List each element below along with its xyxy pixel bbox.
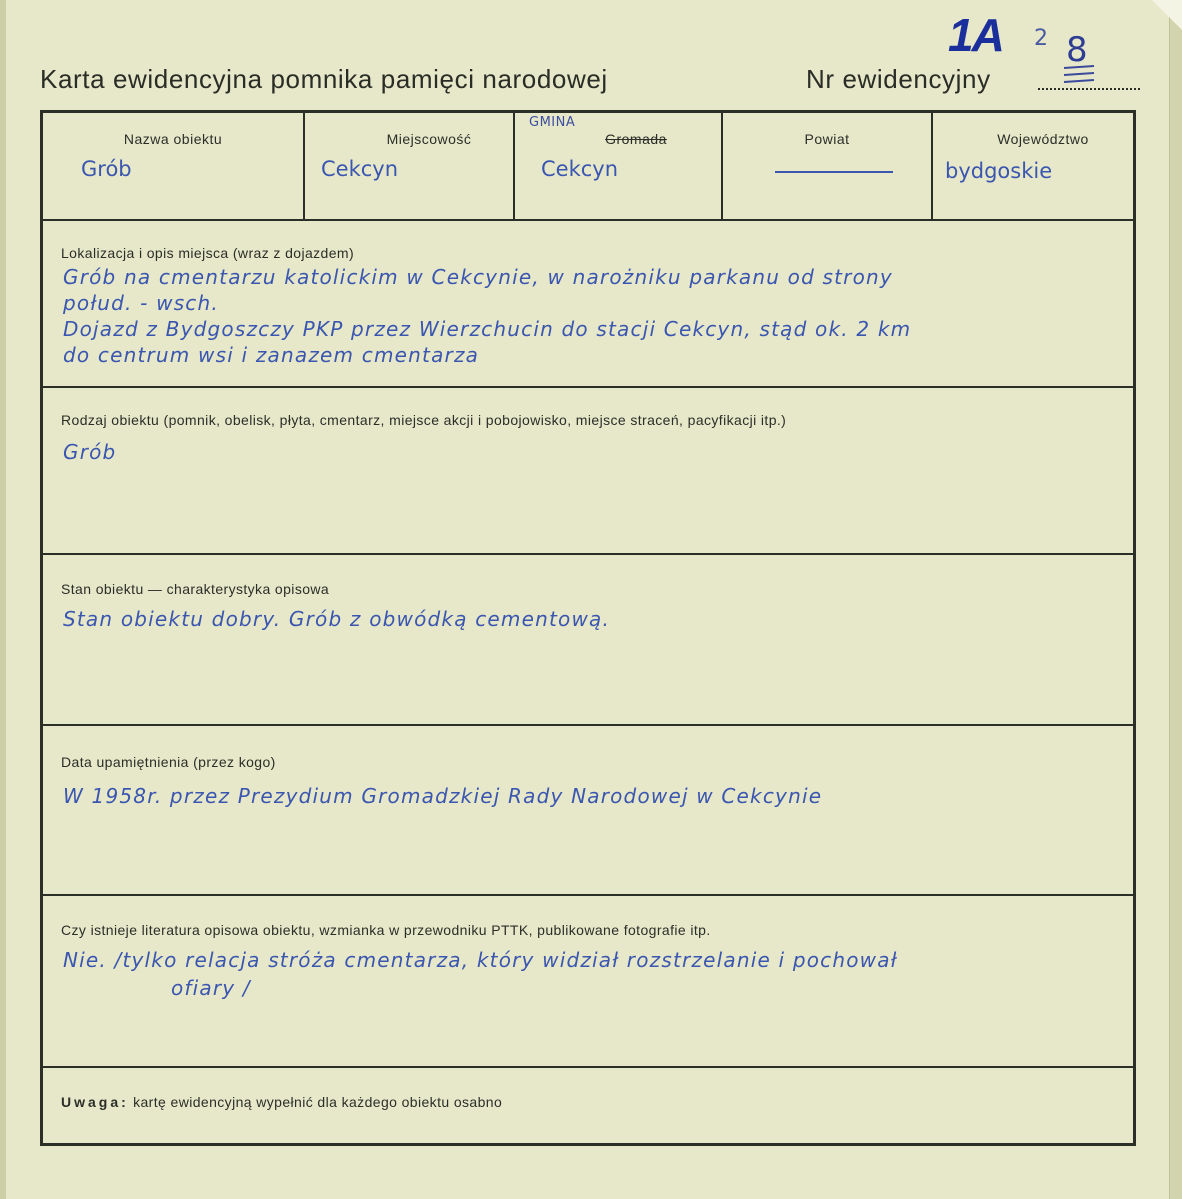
registry-number-line: [1038, 88, 1140, 90]
registry-number-handwritten-2: 8: [1066, 30, 1088, 70]
section-object-type: [43, 388, 1133, 555]
voivodeship-value: bydgoskie: [945, 159, 1053, 183]
location-line-1: Grób na cmentarzu katolickim w Cekcynie, w narożniku parkanu od strony: [63, 265, 893, 289]
literature-line-2: ofiary /: [171, 976, 251, 1000]
registry-number-handwritten: 2: [1034, 26, 1048, 51]
cell-commune: [515, 113, 723, 219]
commune-label: Gromada: [605, 131, 667, 147]
registration-form: [40, 110, 1136, 1146]
object-type-label: Rodzaj obiektu (pomnik, obelisk, płyta, cmentarz, miejsce akcji i pobojowisko, miejsce straceń, pacyfikacji itp.): [61, 412, 787, 428]
commune-added-label: GMINA: [529, 115, 576, 130]
object-name-value: Grób: [81, 157, 132, 181]
form-title: Karta ewidencyjna pomnika pamięci narodowej: [40, 64, 608, 94]
condition-label: Stan obiektu — charakterystyka opisowa: [61, 581, 330, 597]
voivodeship-label: Województwo: [997, 131, 1089, 147]
locality-label: Miejscowość: [386, 131, 472, 147]
cell-locality: [305, 113, 515, 219]
commemoration-date-label: Data upamiętnienia (przez kogo): [61, 754, 276, 770]
location-line-3: Dojazd z Bydgoszczy PKP przez Wierzchucin do stacji Cekcyn, stąd ok. 2 km: [63, 317, 912, 341]
locality-value: Cekcyn: [321, 157, 399, 181]
paper-edge-right: [1169, 0, 1182, 1199]
district-dash-mark: [775, 171, 893, 173]
cell-voivodeship: [933, 113, 1133, 219]
section-literature: [43, 896, 1133, 1068]
registry-number-label: Nr ewidencyjny: [806, 64, 991, 94]
section-commemoration-date: [43, 726, 1133, 896]
registry-number-stamp: 1A: [948, 9, 1003, 61]
district-label: Powiat: [804, 131, 850, 147]
paper-edge-left: [0, 0, 6, 1199]
condition-value: Stan obiektu dobry. Grób z obwódką cementową.: [63, 607, 611, 631]
commune-value: Cekcyn: [541, 157, 619, 181]
section-note: [43, 1068, 1133, 1143]
paper-corner: [1152, 0, 1182, 30]
registry-crossout-mark: [1062, 62, 1096, 88]
literature-line-1: Nie. /tylko relacja stróża cmentarza, który widział rozstrzelanie i pochował: [63, 948, 898, 972]
note-text: [61, 1094, 502, 1110]
location-label: Lokalizacja i opis miejsca (wraz z dojazdem): [61, 245, 355, 261]
note-prefix: Uwaga:: [61, 1094, 129, 1110]
object-name-label: Nazwa obiektu: [123, 131, 223, 147]
section-condition: [43, 555, 1133, 726]
cell-district: [723, 113, 933, 219]
header-table-row: [43, 113, 1133, 221]
object-type-value: Grób: [63, 440, 117, 464]
commemoration-date-value: W 1958r. przez Prezydium Gromadzkiej Rady Narodowej w Cekcynie: [63, 784, 823, 808]
location-line-2: połud. - wsch.: [63, 291, 219, 315]
section-location: [43, 219, 1133, 388]
note-body: kartę ewidencyjną wypełnić dla każdego obiektu osabno: [133, 1094, 503, 1110]
literature-label: Czy istnieje literatura opisowa obiektu, wzmianka w przewodniku PTTK, publikowane fotografie itp.: [61, 922, 711, 938]
cell-object-name: [43, 113, 305, 219]
location-line-4: do centrum wsi i zanazem cmentarza: [63, 343, 480, 367]
